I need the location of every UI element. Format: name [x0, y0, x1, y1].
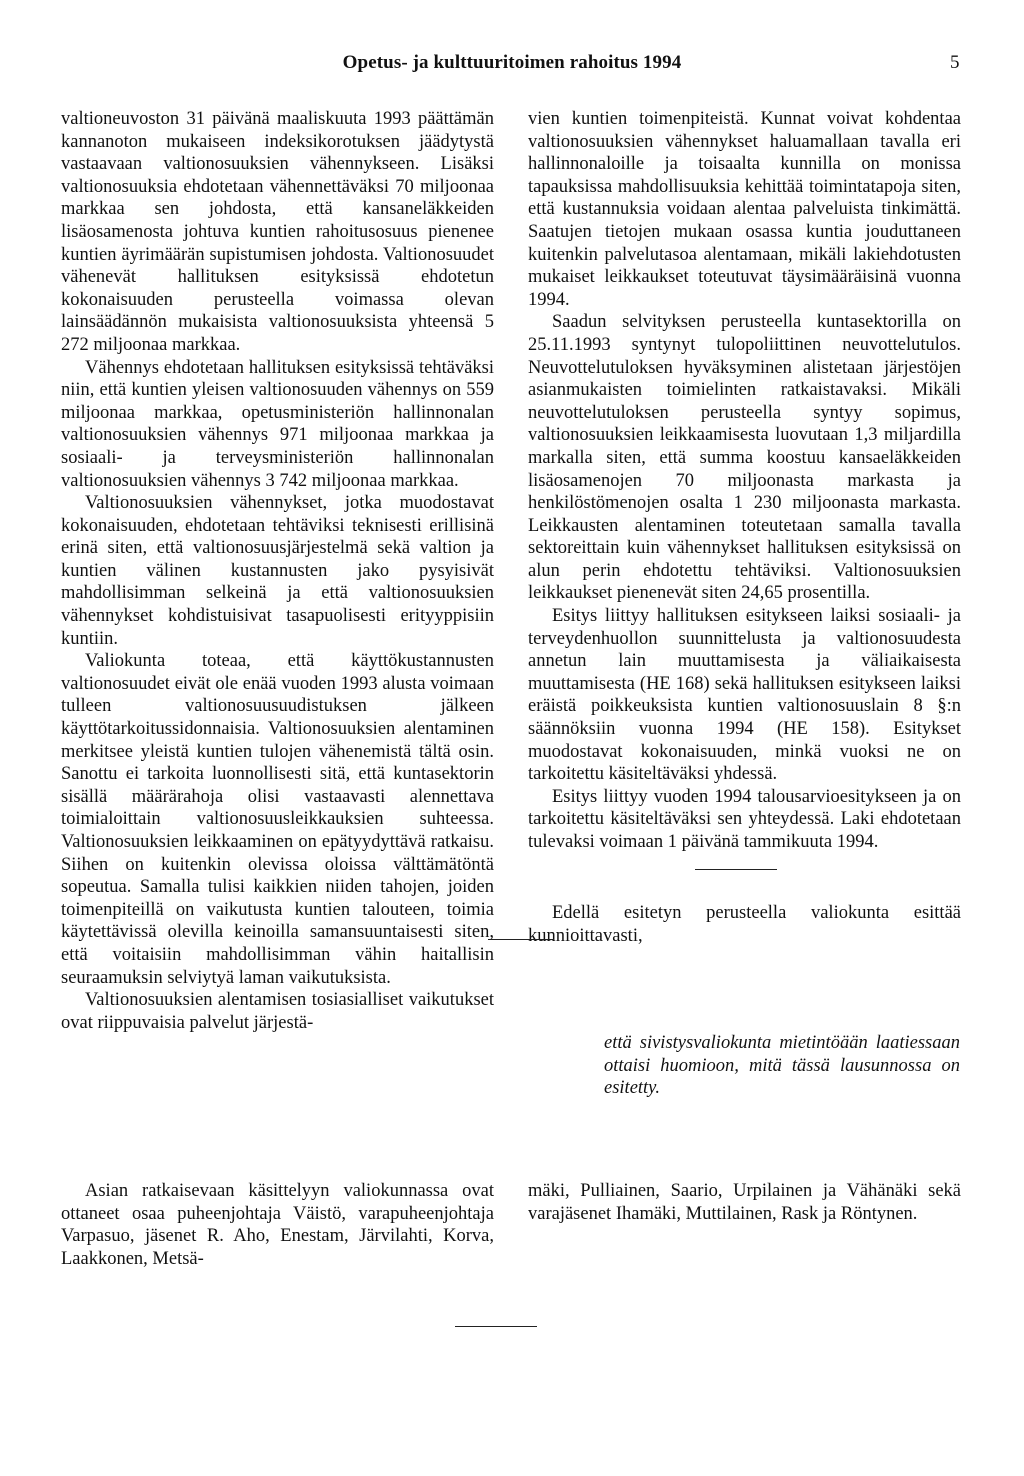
- paragraph: Valtionosuuksien vähennykset, jotka muodostavat kokonaisuuden, ehdotetaan tehtäviksi teknisesti erillisinä erinä siten, että valtionosuusjärjestelmä sekä valtion ja kuntien välinen kustannusten jako pysyisivät mahdollisimman selkeinä ja että valtionosuuksien vähennykset kohdistuisivat tasapuolisesti erityyppisiin kuntiin.: [61, 493, 494, 649]
- paragraph: Vähennys ehdotetaan hallituksen esityksissä tehtäväksi niin, että kuntien yleisen valtionosuuden vähennys on 559 miljoonaa markkaa, opetusministeriön hallinnonalan valtionosuuksien vähennys 971 miljoonaa markkaa ja sosiaali- ja terveysministeriön hallinnonalan valtionosuuksien vähennys 3 742 miljoonaa markkaa.: [61, 357, 494, 491]
- center-divider: [488, 939, 554, 940]
- paragraph: vien kuntien toimenpiteistä. Kunnat voivat kohdentaa valtionosuuksien vähennykset haluamallaan tavalla eri hallinnonaloille ja toisaalta kunnilla on monissa tapauksissa mahdollisuuksia kehittää toimintatapoja siten, että kustannuksia voidaan alentaa palveluista tinkimättä. Saatujen tietojen mukaan osassa kuntia jouduttaneen kuitenkin palvelutasoa alentamaan, mikäli lakiehdotusten mukaiset leikkaukset toteutuvat täysimääräisinä vuonna 1994.: [528, 109, 961, 310]
- left-column: [61, 108, 494, 1034]
- attendance-left: Asian ratkaisevaan käsittelyyn valiokunnassa ovat ottaneet osaa puheenjohtaja Väistö, varapuheenjohtaja Varpasuo, jäsenet R. Aho, Enestam, Järvilahti, Korva, Laakkonen, Metsä-: [61, 1181, 494, 1269]
- right-column: [528, 108, 961, 854]
- conclusion-intro: Edellä esitetyn perusteella valiokunta esittää kunnioittavasti,: [528, 903, 961, 946]
- paragraph: Esitys liittyy hallituksen esitykseen laiksi sosiaali- ja terveydenhuollon suunnittelusta ja valtionosuudesta annetun lain muuttamisesta ja väliaikaisesta muuttamisesta (HE 168) sekä hallituksen esitykseen laiksi eräistä poikkeuksista kuntien valtionosuuslain 8 §:n säännöksiin vuonna 1994 (HE 158). Esitykset muodostavat kokonaisuuden, minkä vuoksi ne on tarkoitettu käsiteltäväksi yhdessä.: [528, 606, 961, 785]
- proposal-statement: että sivistysvaliokunta mietintöään laatiessaan ottaisi huomioon, mitä tässä lausunnossa on esitetty.: [604, 1033, 960, 1099]
- attendance-right: mäki, Pulliainen, Saario, Urpilainen ja Vähänäki sekä varajäsenet Ihamäki, Muttilainen, Rask ja Röntynen.: [528, 1181, 961, 1224]
- end-divider: [455, 1326, 537, 1327]
- section-divider: [695, 869, 777, 870]
- running-title: Opetus- ja kulttuuritoimen rahoitus 1994: [342, 52, 682, 73]
- page-number: 5: [950, 52, 960, 73]
- paragraph: Saadun selvityksen perusteella kuntasektorilla on 25.11.1993 syntynyt tulopoliittinen neuvottelutulos. Neuvottelutuloksen hyväksyminen alistetaan järjestöjen asianmukaisten toimielinten ratkaistavaksi. Mikäli neuvottelutuloksen perusteella syntyy sopimus, valtionosuuksien leikkaamisesta luovutaan 1,3 miljardilla markalla siten, että summa koostuu kansaeläkkeiden lisäosamenojen 70 miljoonasta markasta ja henkilöstömenojen osalta 1 230 miljoonasta markasta. Leikkausten alentaminen toteutetaan samalla tavalla sektoreittain kuin vähennykset hallituksen esityksissä on alun perin ehdotettu tehtäviksi. Valtionosuuksien leikkaukset pienenevät siten 24,65 prosentilla.: [528, 312, 961, 604]
- paragraph: Valiokunta toteaa, että käyttökustannusten valtionosuudet eivät ole enää vuoden 1993 alusta voimaan tulleen valtionosuusuudistuksen jälkeen käyttötarkoitussidonnaisia. Valtionosuuksien alentaminen merkitsee yleistä kuntien tulojen vähenemistä tältä osin. Sanottu ei tarkoita luonnollisesti sitä, että kuntasektorin sisällä määrärahoja olisi vastaavasti alennettava toimialoittain valtionosuusleikkauksien suhteessa. Valtionosuuksien leikkaaminen on epätyydyttävä ratkaisu. Siihen on kuitenkin olevissa oloissa välttämätöntä sopeutua. Samalla tulisi kaikkien niiden tahojen, joiden toimenpiteillä on vaikutusta kuntien talouteen, toimia käytettävissä olevilla keinoilla samansuuntaisesti siten, että voitaisiin mahdollisimman vähin haitallisin seuraamuksin selviytyä laman vaikutuksista.: [61, 651, 494, 988]
- paragraph: Valtionosuuksien alentamisen tosiasialliset vaikutukset ovat riippuvaisia palvelut järjestä-: [61, 990, 494, 1033]
- paragraph: valtioneuvoston 31 päivänä maaliskuuta 1993 päättämän kannanoton mukaiseen indeksikorotuksen jäädytystä vastaavaan valtionosuuksien vähennykseen. Lisäksi valtionosuuksia ehdotetaan vähennettäväksi 70 miljoonaa markkaa sen johdosta, että kansaneläkkeiden lisäosamenosta johtuva kuntien rahoitusosuus pienenee kuntien äyrimäärän supistumisen johdosta. Valtionosuudet vähenevät hallituksen esityksissä ehdotetun kokonaisuuden perusteella voimassa olevan lainsäädännön mukaisista valtionosuuksista yhteensä 5 272 miljoonaa markkaa.: [61, 109, 494, 355]
- paragraph: Esitys liittyy vuoden 1994 talousarvioesitykseen ja on tarkoitettu käsiteltäväksi sen yhteydessä. Laki ehdotetaan tulevaksi voimaan 1 päivänä tammikuuta 1994.: [528, 786, 961, 852]
